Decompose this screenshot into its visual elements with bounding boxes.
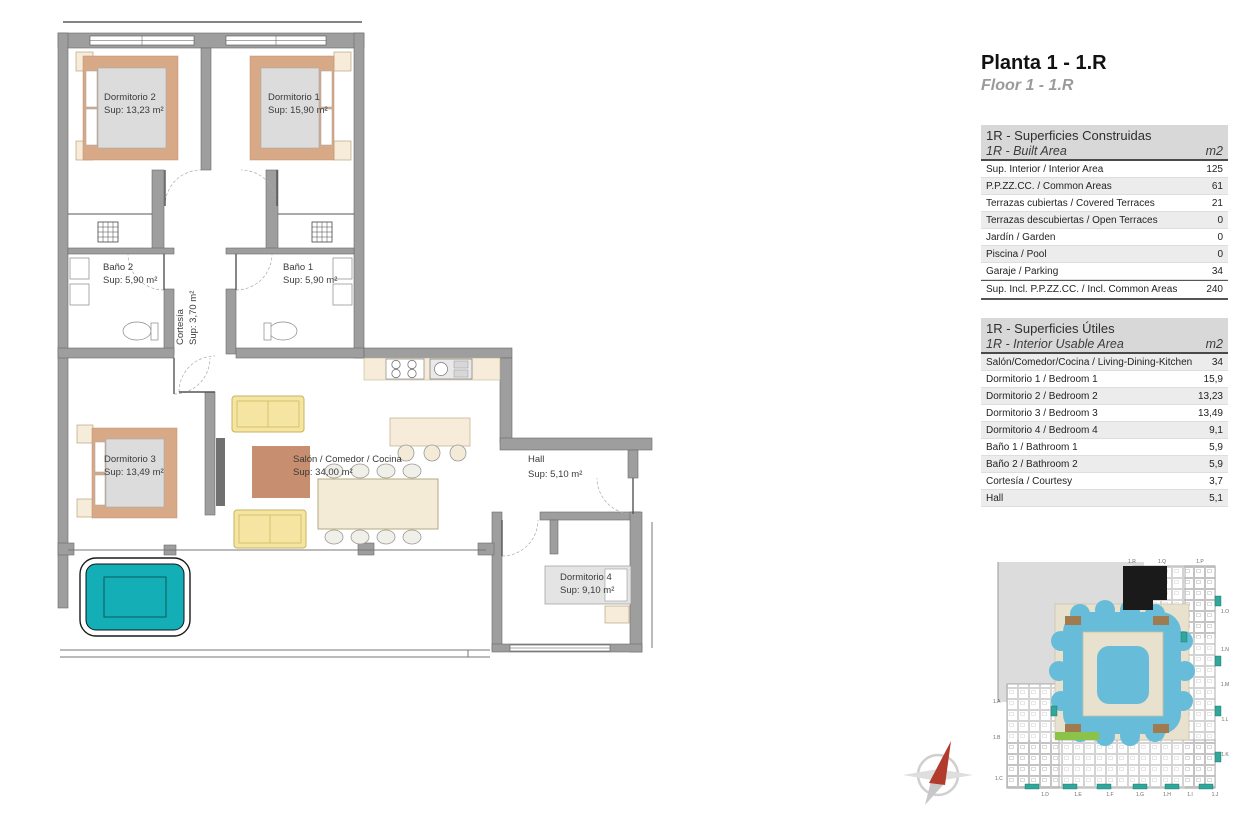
compass-icon	[893, 733, 985, 818]
label-dormitorio-4-sup: Sup: 9,10 m²	[560, 585, 615, 596]
label-salon-sup: Sup: 34,00 m²	[293, 467, 353, 478]
sofa-bottom	[234, 510, 306, 548]
usable-areas-table	[981, 318, 1228, 507]
stove	[386, 359, 424, 379]
label-bano-2-sup: Sup: 5,90 m²	[103, 275, 158, 286]
unit-label: 1.R	[1128, 559, 1136, 565]
sofa-top	[232, 396, 304, 432]
info-panel	[981, 52, 1228, 507]
unit-label: 1.M	[1220, 682, 1230, 688]
label-cortesia-sup: Sup: 3,70 m²	[188, 290, 199, 345]
table-row: Cortesía / Courtesy 3,7	[981, 473, 1228, 490]
unit-label: 1.D	[1041, 792, 1049, 798]
unit-label: 1.O	[1220, 609, 1230, 615]
table-row: Jardín / Garden 0	[981, 229, 1228, 246]
tv-unit	[216, 438, 225, 506]
label-bano-1: Baño 1	[283, 262, 314, 273]
built-areas-header	[981, 125, 1228, 161]
label-dormitorio-1-sup: Sup: 15,90 m²	[268, 105, 328, 116]
built-areas-table	[981, 125, 1228, 300]
table-row: Garaje / Parking 34	[981, 263, 1228, 280]
unit-label: 1.A	[993, 699, 1001, 705]
unit-label: 1.N	[1221, 647, 1229, 653]
usable-areas-rows	[981, 354, 1228, 507]
label-dormitorio-3: Dormitorio 3	[104, 454, 156, 465]
table-row: Baño 1 / Bathroom 1 5,9	[981, 439, 1228, 456]
wardrobe-icons	[68, 214, 354, 242]
usable-areas-header	[981, 318, 1228, 354]
table-row: Baño 2 / Bathroom 2 5,9	[981, 456, 1228, 473]
unit-label: 1.G	[1135, 792, 1145, 798]
label-bano-2: Baño 2	[103, 262, 134, 273]
table-row: Terrazas cubiertas / Covered Terraces 21	[981, 195, 1228, 212]
table-row: Piscina / Pool 0	[981, 246, 1228, 263]
unit-label: 1.H	[1163, 792, 1171, 798]
unit-label: 1.K	[1221, 752, 1229, 758]
kitchen-island	[390, 418, 470, 446]
table-row: Dormitorio 1 / Bedroom 1 15,9	[981, 371, 1228, 388]
label-hall-sup: Sup: 5,10 m²	[528, 469, 583, 480]
table-row: Dormitorio 3 / Bedroom 3 13,49	[981, 405, 1228, 422]
unit-label: 1.E	[1074, 792, 1082, 798]
page-subtitle: Floor 1 - 1.R	[981, 77, 1074, 94]
label-cortesia: Cortesía	[175, 309, 186, 345]
lawn	[1055, 732, 1099, 740]
unit-label: 1.F	[1106, 792, 1114, 798]
table-row: Terrazas descubiertas / Open Terraces 0	[981, 212, 1228, 229]
built-areas-title-es: 1R - Superficies Construidas	[986, 128, 1152, 143]
built-areas-unit: m2	[1205, 144, 1223, 158]
table-row: Dormitorio 4 / Bedroom 4 9,1	[981, 422, 1228, 439]
label-dormitorio-2-sup: Sup: 13,23 m²	[104, 105, 164, 116]
unit-label: 1.J	[1211, 792, 1219, 798]
page-title: Planta 1 - 1.R	[981, 52, 1107, 74]
table-row: Salón/Comedor/Cocina / Living-Dining-Kitchen 34	[981, 354, 1228, 371]
courtyard-pool	[1049, 600, 1195, 746]
stools	[398, 445, 466, 461]
built-areas-rows	[981, 161, 1228, 280]
site-plan-minimap	[985, 556, 1233, 805]
label-bano-1-sup: Sup: 5,90 m²	[283, 275, 338, 286]
floor-plan-drawing	[40, 0, 690, 680]
unit-label: 1.L	[1221, 717, 1229, 723]
label-dormitorio-2: Dormitorio 2	[104, 92, 156, 103]
table-row: Dormitorio 2 / Bedroom 2 13,23	[981, 388, 1228, 405]
label-salon: Salón / Comedor / Cocina	[293, 454, 402, 465]
label-dormitorio-3-sup: Sup: 13,49 m²	[104, 467, 164, 478]
jacuzzi	[80, 558, 190, 636]
label-dormitorio-1: Dormitorio 1	[268, 92, 320, 103]
table-row: P.P.ZZ.CC. / Common Areas 61	[981, 178, 1228, 195]
unit-label: 1.B	[993, 735, 1001, 741]
table-row: Hall 5,1	[981, 490, 1228, 507]
built-areas-total-row: Sup. Incl. P.P.ZZ.CC. / Incl. Common Areas 240	[981, 280, 1228, 300]
unit-label: 1.I	[1187, 792, 1193, 798]
usable-areas-unit: m2	[1205, 337, 1223, 351]
usable-areas-title-en: 1R - Interior Usable Area	[986, 337, 1124, 351]
label-dormitorio-4: Dormitorio 4	[560, 572, 612, 583]
built-areas-title-en: 1R - Built Area	[986, 144, 1067, 158]
unit-label: 1.C	[995, 776, 1003, 782]
kitchen	[364, 358, 500, 461]
unit-label: 1.P	[1196, 559, 1204, 565]
unit-label: 1.Q	[1157, 559, 1167, 565]
site-plan-drawing	[985, 556, 1233, 800]
label-hall: Hall	[528, 454, 545, 465]
table-row: Sup. Interior / Interior Area 125	[981, 161, 1228, 178]
floor-plan	[40, 0, 690, 680]
usable-areas-title-es: 1R - Superficies Útiles	[986, 321, 1115, 336]
